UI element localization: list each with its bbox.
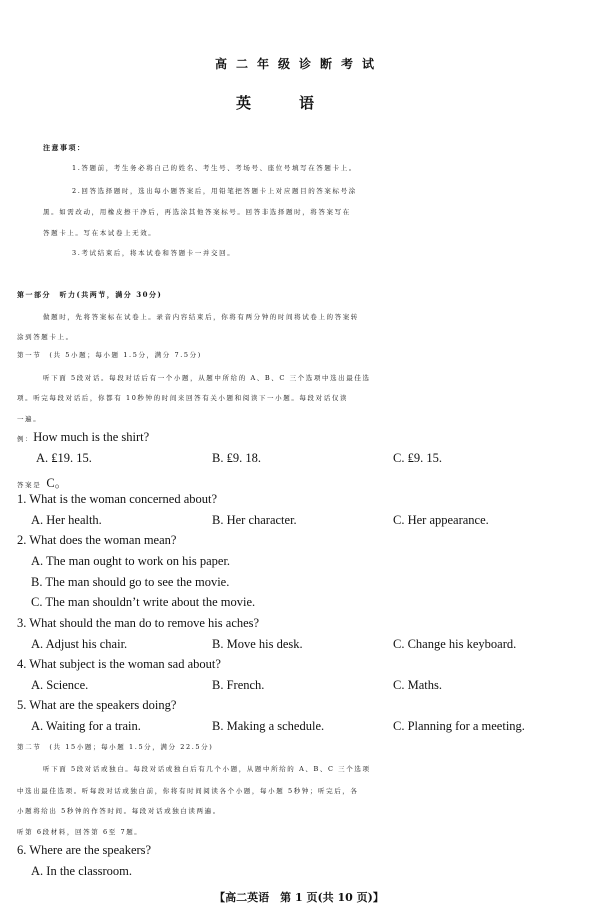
section2-heading: 第二节 (共 15小题；每小题 1.5分，满分 22.5分) [17, 743, 214, 751]
example-answer-label: 答案是 [17, 481, 42, 489]
part1-intro-line-2: 涂到答题卡上。 [17, 333, 74, 341]
example-label: 例： [17, 436, 34, 443]
section1-heading: 第一节 (共 5小题；每小题 1.5分，满分 7.5分) [17, 351, 202, 359]
question-1-option-a: A. Her health. [31, 513, 102, 527]
notice-item-3: 3.考试结束后，将本试卷和答题卡一并交回。 [72, 249, 236, 257]
question-6: 6. Where are the speakers? [17, 843, 152, 857]
example-option-b: B. ₤9. 18. [212, 451, 261, 465]
question-6-option-a: A. In the classroom. [31, 864, 133, 878]
part1-intro-line-1: 做题时，先将答案标在试卷上。录音内容结束后，你将有两分钟的时间将试卷上的答案转 [43, 313, 359, 321]
question-2: 2. What does the woman mean? [17, 533, 177, 547]
question-2-option-b: B. The man should go to see the movie. [31, 575, 230, 589]
notice-item-2-line-2: 黑。如需改动，用橡皮擦干净后，再选涂其他答案标号。回答非选择题时，将答案写在 [43, 208, 351, 216]
question-4-option-c: C. Maths. [393, 678, 442, 692]
question-3-option-a: A. Adjust his chair. [31, 637, 128, 651]
section1-instr-line-1: 听下面 5段对话。每段对话后有一个小题，从题中所给的 A、B、C 三个选项中选出最佳选 [43, 374, 371, 382]
notice-item-2-line-3: 答题卡上。写在本试卷上无效。 [43, 229, 157, 237]
example-answer-value: C。 [46, 476, 68, 490]
example-option-a: A. ₤19. 15. [36, 451, 92, 465]
notice-item-2-line-1: 2.回答选择题时，选出每小题答案后，用铅笔把答题卡上对应题目的答案标号涂 [72, 187, 357, 195]
section2-instr-line-3: 小题将给出 5秒钟的作答时间。每段对话或独白读两遍。 [17, 807, 221, 815]
page-footer: 【高二英语 第 1 页(共 10 页)】 [214, 891, 384, 904]
example-option-c: C. ₤9. 15. [393, 451, 442, 465]
section2-instr-line-1: 听下面 5段对话或独白。每段对话或独白后有几个小题，从题中所给的 A、B、C 三个选项 [43, 765, 371, 773]
question-2-option-a: A. The man ought to work on his paper. [31, 554, 231, 568]
example-answer [17, 472, 67, 491]
question-1-option-b: B. Her character. [212, 513, 297, 527]
example-question [17, 430, 149, 445]
question-5-option-c: C. Planning for a meeting. [393, 719, 525, 733]
question-1: 1. What is the woman concerned about? [17, 492, 218, 506]
question-5: 5. What are the speakers doing? [17, 698, 177, 712]
exam-title: 高二年级诊断考试 [214, 57, 383, 71]
section2-instr-line-2: 中选出最佳选项。听每段对话或独白前，你将有时间阅读各个小题，每小题 5秒钟；听完后，各 [17, 787, 359, 795]
notice-title: 注意事项： [43, 143, 86, 152]
question-4-option-a: A. Science. [31, 678, 89, 692]
part1-heading: 第一部分 听力(共两节，满分 30分) [17, 290, 163, 299]
notice-item-1: 1.答题前，考生务必将自己的姓名、考生号、考场号、座位号填写在答题卡上。 [72, 164, 357, 172]
example-question-text: How much is the shirt? [33, 430, 150, 444]
section1-instr-line-3: 一遍。 [17, 415, 42, 423]
question-1-option-c: C. Her appearance. [393, 513, 489, 527]
question-5-option-a: A. Waiting for a train. [31, 719, 141, 733]
question-3-option-c: C. Change his keyboard. [393, 637, 517, 651]
question-2-option-c: C. The man shouldn’t write about the movie. [31, 595, 256, 609]
question-4: 4. What subject is the woman sad about? [17, 657, 221, 671]
question-4-option-b: B. French. [212, 678, 265, 692]
subject-title: 英语 [235, 94, 362, 112]
section2-instr-line-4: 听第 6段材料，回答第 6至 7题。 [17, 828, 143, 836]
section1-instr-line-2: 项。听完每段对话后，你都有 10秒钟的时间来回答有关小题和阅读下一小题。每段对话仅读 [17, 394, 349, 402]
question-3: 3. What should the man do to remove his aches? [17, 616, 260, 630]
question-3-option-b: B. Move his desk. [212, 637, 303, 651]
question-5-option-b: B. Making a schedule. [212, 719, 325, 733]
